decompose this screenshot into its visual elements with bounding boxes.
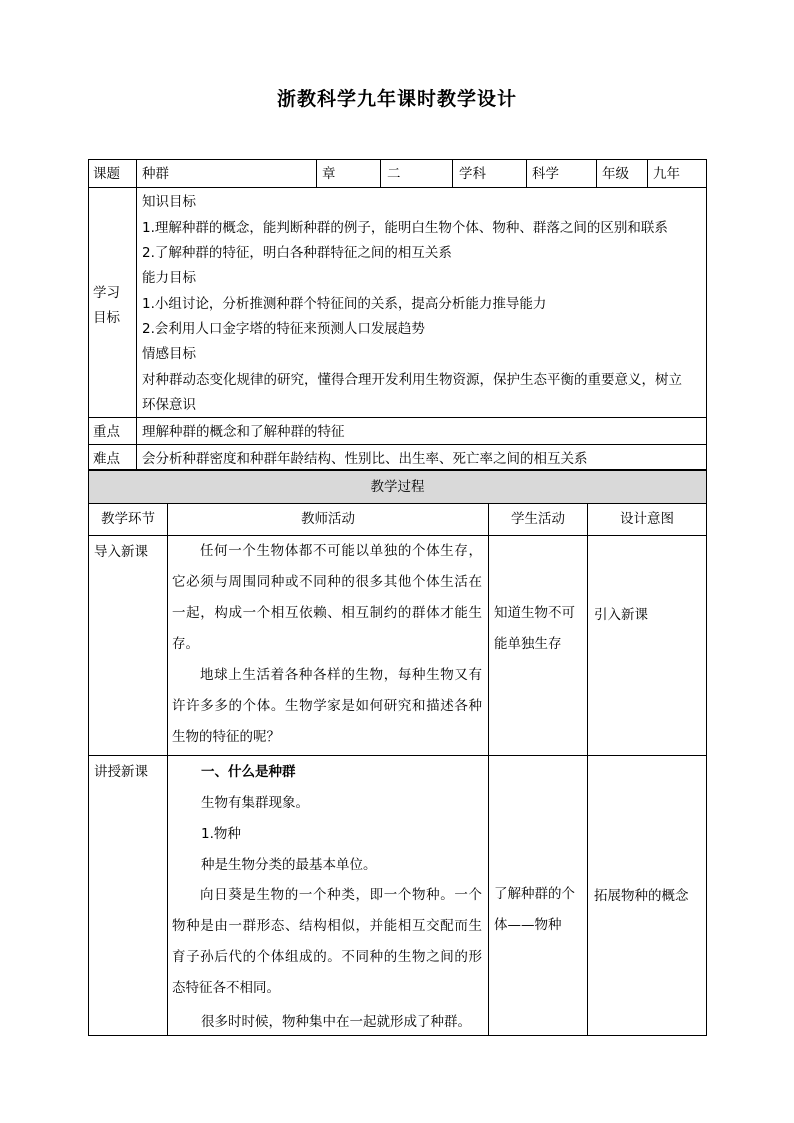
intro-student-activity: 知道生物不可能单独生存 (494, 605, 575, 652)
lecture-paragraph: 向日葵是生物的一个种类，即一个物种。一个物种是由一群形态、结构相似，并能相互交配而生育子孙后代的个体组成的。不同种的生物之间的形态特征各不相同。 (172, 887, 482, 996)
col-divider (452, 159, 453, 187)
goal-line: 能力目标 (142, 270, 196, 286)
col-divider (647, 159, 648, 187)
col-divider (596, 159, 597, 187)
difficulty-label: 难点 (93, 451, 120, 467)
lecture-line: 生物有集群现象。 (201, 795, 309, 811)
col-divider (587, 503, 588, 1036)
lecture-line: 种是生物分类的最基本单位。 (201, 857, 377, 873)
col-divider (136, 159, 137, 470)
stage-lecture: 讲授新课 (94, 764, 148, 780)
goal-line: 对种群动态变化规律的研究，懂得合理开发利用生物资源，保护生态平衡的重要意义，树立 (142, 372, 682, 388)
chapter-value: 二 (387, 166, 401, 182)
subject-value: 科学 (532, 166, 559, 182)
goal-line: 情感目标 (142, 346, 196, 362)
subject-label: 学科 (459, 166, 486, 182)
row-divider (88, 503, 707, 504)
lecture-line: 很多时时候，物种集中在一起就形成了种群。 (201, 1014, 471, 1030)
col-divider (488, 503, 489, 1036)
row-divider (88, 755, 707, 756)
intro-design-intent: 引入新课 (594, 607, 648, 623)
col-divider (316, 159, 317, 187)
column-header: 教学环节 (101, 511, 155, 527)
process-heading: 教学过程 (370, 479, 425, 495)
goal-line: 1.理解种群的概念，能判断种群的例子，能明白生物个体、物种、群落之间的区别和联系 (142, 220, 668, 236)
grade-value: 九年 (653, 166, 680, 182)
column-header: 学生活动 (511, 511, 565, 527)
lecture-design-intent: 拓展物种的概念 (594, 888, 689, 904)
column-header: 教师活动 (301, 511, 355, 527)
goal-line: 知识目标 (142, 194, 196, 210)
row-divider (88, 417, 707, 418)
col-divider (526, 159, 527, 187)
key-point-label: 重点 (93, 424, 120, 440)
section-title: 一、什么是种群 (201, 764, 296, 780)
stage-intro: 导入新课 (94, 544, 148, 560)
topic-label: 课题 (93, 166, 120, 182)
col-divider (167, 503, 168, 1036)
col-divider (380, 159, 381, 187)
grade-label: 年级 (602, 166, 629, 182)
row-divider (88, 187, 707, 188)
column-header: 设计意图 (620, 511, 674, 527)
goals-label: 目标 (93, 310, 120, 326)
lecture-line: 1.物种 (201, 826, 241, 842)
goal-line: 1.小组讨论，分析推测种群个特征间的关系，提高分析能力推导能力 (142, 296, 547, 312)
key-point-text: 理解种群的概念和了解种群的特征 (142, 424, 345, 440)
goal-line: 2.会利用人口金字塔的特征来预测人口发展趋势 (142, 321, 425, 337)
lecture-student-activity: 了解种群的个体——物种 (494, 886, 575, 933)
topic-value: 种群 (142, 166, 169, 182)
row-divider (88, 444, 707, 445)
intro-teacher-paragraph: 任何一个生物体都不可能以单独的个体生存，它必须与周围同种或不同种的很多其他个体生活在一起，构成一个相互依赖、相互制约的群体才能生存。 (172, 543, 482, 652)
goal-line: 2.了解种群的特征，明白各种群特征之间的相互关系 (142, 245, 452, 261)
chapter-label: 章 (322, 166, 336, 182)
goals-label: 学习 (93, 285, 120, 301)
goal-line: 环保意识 (142, 397, 196, 413)
intro-teacher-paragraph: 地球上生活着各种各样的生物，每种生物又有许许多多的个体。生物学家是如何研究和描述各种生物的特征的呢？ (172, 667, 482, 745)
document-title: 浙教科学九年课时教学设计 (276, 88, 517, 110)
difficulty-text: 会分析种群密度和种群年龄结构、性别比、出生率、死亡率之间的相互关系 (142, 451, 588, 467)
